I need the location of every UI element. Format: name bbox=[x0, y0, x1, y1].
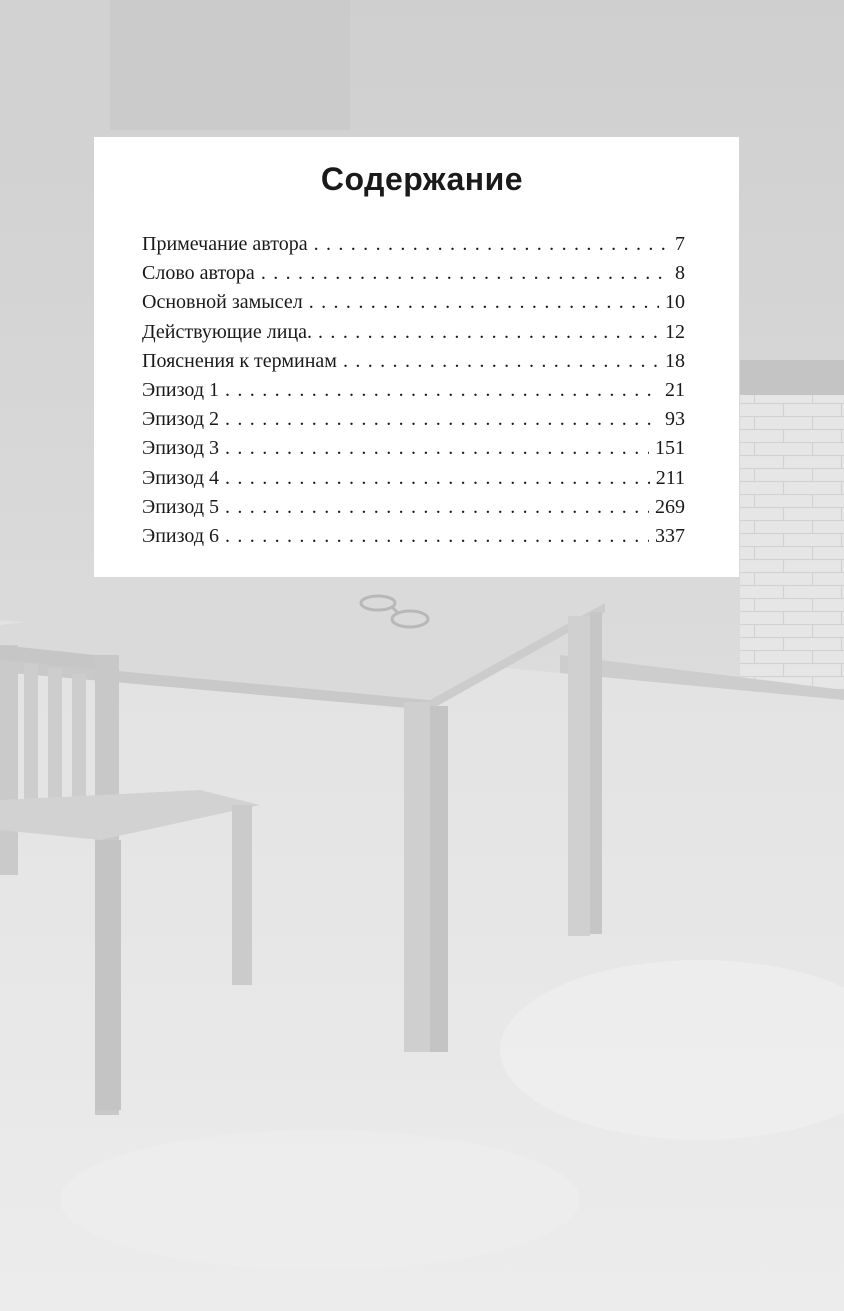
toc-entry-page-number: 211 bbox=[655, 466, 685, 489]
toc-entry bbox=[142, 496, 685, 525]
dot-leader bbox=[314, 233, 665, 256]
toc-entry bbox=[142, 467, 685, 496]
toc-entry-page-number: 93 bbox=[665, 408, 685, 431]
dot-leader bbox=[225, 496, 649, 519]
toc-entry-page-number: 8 bbox=[675, 262, 685, 285]
toc-entry-page-number: 10 bbox=[665, 291, 685, 314]
dot-leader bbox=[343, 350, 659, 373]
toc-entry-label: Основной замысел bbox=[142, 291, 303, 314]
toc-list bbox=[142, 233, 685, 554]
table-leg bbox=[404, 702, 430, 1052]
toc-entry-page-number: 18 bbox=[665, 349, 685, 372]
brick-wall bbox=[740, 380, 844, 700]
toc-entry bbox=[142, 437, 685, 466]
dot-leader bbox=[225, 467, 650, 490]
toc-entry-page-number: 151 bbox=[655, 437, 685, 460]
toc-entry bbox=[142, 321, 685, 350]
toc-entry-page-number: 337 bbox=[655, 524, 685, 547]
toc-entry-page-number: 12 bbox=[665, 320, 685, 343]
toc-entry bbox=[142, 525, 685, 554]
toc-entry bbox=[142, 379, 685, 408]
dot-leader bbox=[225, 379, 659, 402]
toc-entry-label: Слово автора bbox=[142, 262, 255, 285]
toc-entry-label: Пояснения к терминам bbox=[142, 349, 337, 372]
toc-entry bbox=[142, 350, 685, 379]
toc-entry-label: Эпизод 3 bbox=[142, 437, 219, 460]
toc-entry bbox=[142, 291, 685, 320]
toc-panel bbox=[94, 137, 739, 577]
toc-entry-page-number: 7 bbox=[675, 233, 685, 255]
toc-entry-label: Примечание автора bbox=[142, 233, 308, 255]
toc-entry-label: Эпизод 6 bbox=[142, 524, 219, 547]
toc-entry bbox=[142, 408, 685, 437]
toc-entry-page-number: 269 bbox=[655, 495, 685, 518]
toc-entry-page-number: 21 bbox=[665, 378, 685, 401]
toc-entry-label: Действующие лица. bbox=[142, 320, 313, 343]
dot-leader bbox=[225, 525, 649, 548]
dot-leader bbox=[225, 408, 659, 431]
dot-leader bbox=[309, 291, 659, 314]
toc-entry-label: Эпизод 4 bbox=[142, 466, 219, 489]
toc-entry-label: Эпизод 2 bbox=[142, 408, 219, 431]
toc-title: Содержание bbox=[320, 161, 524, 197]
toc-entry bbox=[142, 233, 685, 262]
dot-leader bbox=[261, 262, 665, 285]
table-leg bbox=[568, 616, 590, 936]
toc-entry-label: Эпизод 5 bbox=[142, 495, 219, 518]
dot-leader bbox=[318, 321, 659, 344]
toc-entry-label: Эпизод 1 bbox=[142, 378, 219, 401]
toc-entry bbox=[142, 262, 685, 291]
dot-leader bbox=[225, 437, 649, 460]
